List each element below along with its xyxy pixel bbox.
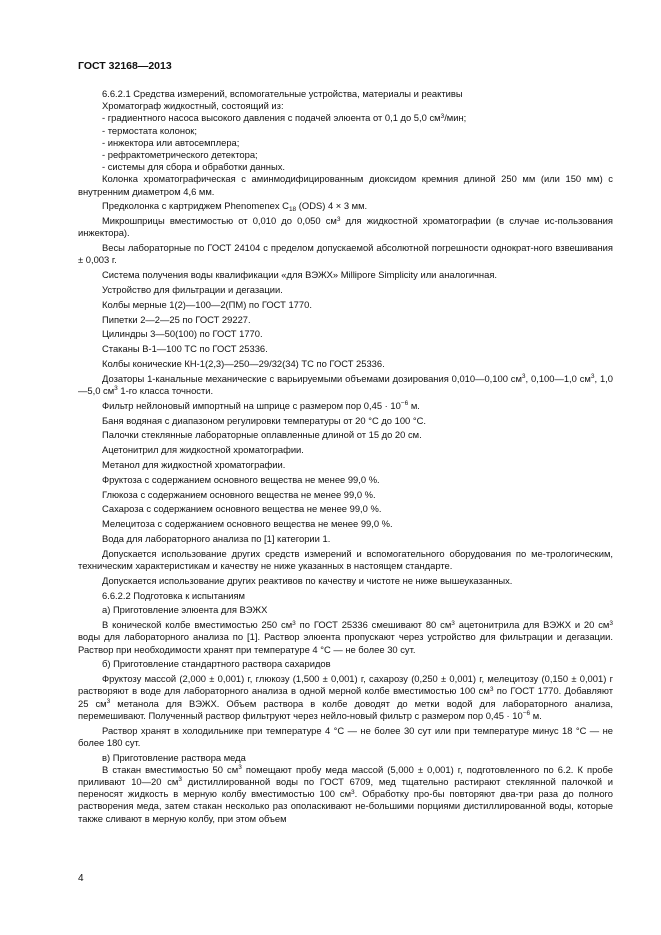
text-run: по ГОСТ 1770. Добавляют 25 см [78,685,613,709]
text-run: Колонка хроматографическая с аминмодифицированным диоксидом кремния длиной 250 мм (или 150 мм) с внутренним диаметром 4,6 мм. [78,173,613,197]
paragraph [78,200,613,212]
text-run: Колбы конические КН-1(2,3)—250—29/32(34) ТС по ГОСТ 25336. [102,358,385,369]
paragraph [78,590,613,602]
paragraph [78,459,613,471]
paragraph [78,673,613,722]
text-run: - инжектора или автосемплера; [102,136,240,148]
text-run: Цилиндры 3—50(100) по ГОСТ 1770. [102,328,263,340]
text-run: Весы лабораторные по ГОСТ 24104 с пределом допускаемой абсолютной погрешности однократ-ного взвешивания ± 0,003 г. [78,242,613,266]
superscript: 3 [106,697,111,705]
text-run: - градиентного насоса высокого давления с подачей элюента от 0,1 до 5,0 см [102,112,441,124]
paragraph [78,173,613,197]
text-run: дистиллированной воды по ГОСТ 6709, мед тщательно растирают стеклянной палочкой и переносят жидкость в мерную колбу вместимостью 100 см [78,775,614,800]
text-run: Баня водяная с диапазоном регулировки температуры от 20 °C до 100 °C. [102,414,426,426]
text-run: - термостата колонок; [102,124,197,136]
paragraph [78,764,613,825]
text-run: Система получения воды квалификации «для ВЭЖХ» Millipore Simplicity или аналогичная. [102,269,498,281]
paragraph [78,299,613,311]
paragraph [78,112,613,124]
text-run: В стакан вместимостью 50 см [102,763,239,775]
paragraph [78,415,613,427]
text-run: Предколонка с картриджем Phenomenex C [102,200,289,212]
paragraph [78,161,613,173]
superscript: 3 [238,764,242,772]
paragraph [78,328,613,340]
text-run: а) Приготовление элюента для ВЭЖХ [102,604,268,616]
paragraph [78,503,613,515]
paragraph [78,575,613,587]
text-run: ацетонитрила для ВЭЖХ и 20 см [454,619,610,631]
paragraph [78,489,613,501]
paragraph [78,373,613,397]
paragraph [78,752,613,764]
standard-header: ГОСТ 32168—2013 [78,60,172,72]
text-run: Сахароза с содержанием основного вещества не менее 99,0 %. [102,503,382,515]
text-run: . Обработку про-бы повторяют два-три раза до полного растворения меда, затем стакан несколько раз ополаскивают не-большими порциями дистиллированной воды, которые также сливают в мерную колбу, при этом объем [78,788,613,824]
text-run: , 0,100—1,0 см [525,372,591,384]
text-run: Допускается использование других средств измерений и вспомогательного оборудования по ме-трологическим, техническим характеристикам и качеству не ниже указанных в настоящем стандарте. [78,547,613,571]
superscript: 3 [440,112,445,120]
text-run: м. [530,709,542,721]
text-run: /мин; [444,112,467,124]
paragraph [78,474,613,486]
text-run: , 1,0—5,0 см [78,372,613,396]
text-run: Ацетонитрил для жидкостной хроматографии. [102,444,304,456]
paragraph [78,149,613,161]
text-run: Мелецитоза с содержанием основного вещества не менее 99,0 %. [102,518,393,530]
text-run: воды для лабораторного анализа по [1]. Раствор элюента пропускают через устройство для фильтрации и дегазации. Раствор при необходимости хранят при температуре 4 °C — не более 30 сут. [78,631,613,655]
paragraph [78,444,613,456]
paragraph [78,242,613,266]
text-run: по ГОСТ 25336 смешивают 80 см [295,619,452,631]
text-run: в) Приготовление раствора меда [102,751,246,763]
text-run: Вода для лабораторного анализа по [1] категории 1. [102,532,331,544]
superscript: 3 [292,619,296,627]
paragraph [78,619,613,656]
text-run: Фруктозу массой (2,000 ± 0,001) г, глюкозу (1,500 ± 0,001) г, сахарозу (0,250 ± 0,001) г, мелецитозу (0,150 ± 0,001) г растворяют в воде для лабораторного анализа в одной мерной колбе вместимостью 100 см [78,673,613,697]
text-run: - рефрактометрического детектора; [102,149,258,161]
superscript: 3 [609,619,613,627]
text-run: Раствор хранят в холодильнике при температуре 4 °C — не более 30 сут или при температуре минус 18 °C — не более 180 сут. [78,724,613,748]
paragraph [78,658,613,670]
paragraph [78,429,613,441]
paragraph [78,604,613,616]
paragraph [78,269,613,281]
text-run: Фруктоза с содержанием основного вещества не менее 99,0 %. [102,473,380,485]
paragraph [78,88,613,100]
text-run: 6.6.2.1 Средства измерений, вспомогательные устройства, материалы и реактивы [102,88,463,99]
paragraph [78,358,613,370]
text-run: метанола для ВЭЖХ. Объем раствора в колбе доводят до метки водой для лабораторного анализа, перемешивают. Полученный раствор фильтруют через нейло-новый фильтр с размером пор 0,45 · 10 [78,697,613,721]
text-run: Глюкоза с содержанием основного вещества не менее 99,0 %. [102,488,376,500]
superscript: 3 [178,776,182,784]
text-run: Дозаторы 1-канальные механические с варьируемыми объемами дозирования 0,010—0,100 см [102,372,522,384]
subscript: 18 [288,206,297,214]
superscript: 3 [336,215,341,223]
paragraph [78,518,613,530]
superscript: −6 [400,400,409,408]
superscript: 3 [590,373,595,381]
paragraph [78,100,613,112]
text-run: (ODS) 4 × 3 мм. [296,200,368,212]
text-run: Метанол для жидкостной хроматографии. [102,458,286,470]
text-run: 1-го класса точности. [117,385,214,396]
paragraph [78,343,613,355]
text-run: м. [408,399,420,411]
text-run: В конической колбе вместимостью 250 см [102,619,293,631]
superscript: 3 [351,788,355,796]
text-run: Стаканы В-1—100 ТС по ГОСТ 25336. [102,343,268,355]
superscript: −6 [522,710,531,718]
text-run: 6.6.2.2 Подготовка к испытаниям [102,589,246,601]
text-run: помещают пробу меда массой (5,000 ± 0,001) г, подготовленного по 6.2. К пробе приливают 10—20 см [78,763,613,787]
text-run: Фильтр нейлоновый импортный на шприце с размером пор 0,45 · 10 [102,399,401,411]
superscript: 3 [451,619,455,627]
paragraph [78,725,613,749]
text-run: Устройство для фильтрации и дегазации. [102,284,283,296]
text-run: Пипетки 2—2—25 по ГОСТ 29227. [102,313,251,325]
superscript: 3 [489,685,494,693]
document-body [78,88,613,825]
page-number: 4 [78,873,84,884]
superscript: 3 [114,385,118,393]
text-run: Палочки стеклянные лабораторные оплавленные длиной от 15 до 20 см. [102,429,422,441]
superscript: 3 [521,373,526,381]
paragraph [78,125,613,137]
paragraph [78,548,613,572]
text-run: для жидкостной хроматографии (в случае ис-пользования инжектора). [78,215,613,239]
paragraph [78,215,613,239]
paragraph [78,137,613,149]
text-run: Микрошприцы вместимостью от 0,010 до 0,050 см [102,215,337,227]
text-run: б) Приготовление стандартного раствора сахаридов [102,658,331,670]
text-run: - системы для сбора и обработки данных. [102,161,285,173]
paragraph [78,284,613,296]
text-run: Хроматограф жидкостный, состоящий из: [102,100,284,112]
paragraph [78,314,613,326]
paragraph [78,533,613,545]
paragraph [78,400,613,412]
text-run: Допускается использование других реактивов по качеству и чистоте не ниже вышеуказанных. [102,574,513,586]
text-run: Колбы мерные 1(2)—100—2(ПМ) по ГОСТ 1770. [102,298,312,310]
